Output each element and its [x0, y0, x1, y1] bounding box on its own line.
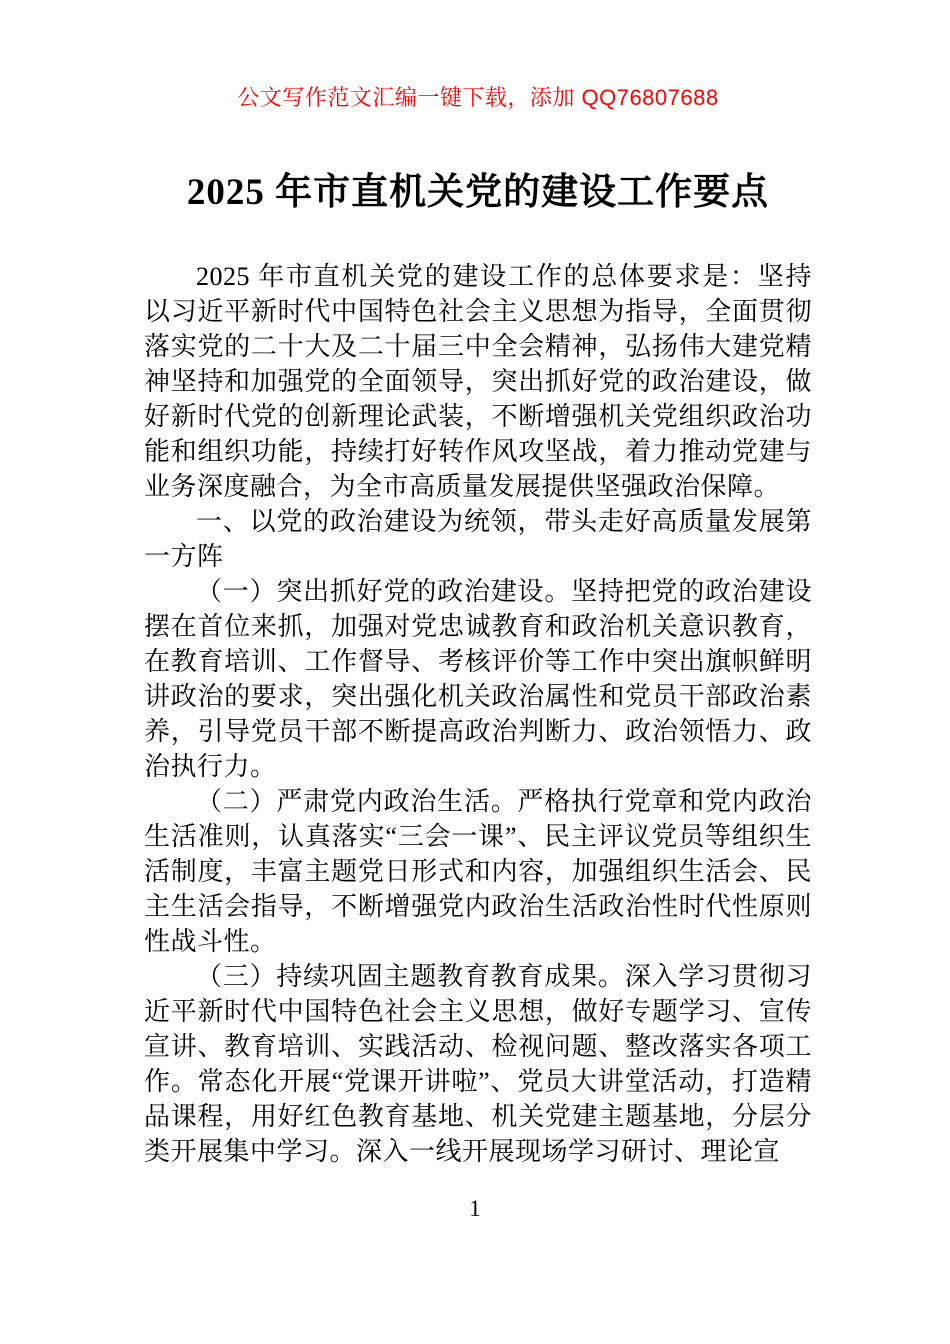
paragraph-item-1: （一）突出抓好党的政治建设。坚持把党的政治建设摆在首位来抓，加强对党忠诚教育和政治机关意识教育，在教育培训、工作督导、考核评价等工作中突出旗帜鲜明讲政治的要求，突出强化机关政治属性和党员干部政治素养，引导党员干部不断提高政治判断力、政治领悟力、政治执行力。 — [144, 577, 812, 781]
section-heading-1: 一、以党的政治建设为统领，带头走好高质量发展第一方阵 — [144, 507, 812, 571]
paragraph-item-3: （三）持续巩固主题教育教育成果。深入学习贯彻习近平新时代中国特色社会主义思想，做好专题学习、宣传宣讲、教育培训、实践活动、检视问题、整改落实各项工作。常态化开展“党课开讲啦”、党员大讲堂活动，打造精品课程，用好红色教育基地、机关党建主题基地，分层分类开展集中学习。深入一线开展现场学习研讨、理论宣 — [144, 962, 812, 1166]
paragraph-item-2: （二）严肃党内政治生活。严格执行党章和党内政治生活准则，认真落实“三会一课”、民主评议党员等组织生活制度，丰富主题党日形式和内容，加强组织生活会、民主生活会指导，不断增强党内政治生活政治性时代性原则性战斗性。 — [144, 787, 812, 956]
page-number: 1 — [469, 1196, 481, 1221]
paragraph-intro: 2025 年市直机关党的建设工作的总体要求是：坚持以习近平新时代中国特色社会主义思想为指导，全面贯彻落实党的二十大及二十届三中全会精神，弘扬伟大建党精神坚持和加强党的全面领导，突出抓好党的政治建设，做好新时代党的创新理论武装，不断增强机关党组织政治功能和组织功能，持续打好转作风攻坚战，着力推动党建与业务深度融合，为全市高质量发展提供坚强政治保障。 — [144, 262, 812, 501]
document-body — [144, 259, 812, 1169]
promo-banner: 公文写作范文汇编一键下载，添加 QQ76807688 — [237, 85, 719, 110]
document-title: 2025 年市直机关党的建设工作要点 — [186, 172, 770, 213]
